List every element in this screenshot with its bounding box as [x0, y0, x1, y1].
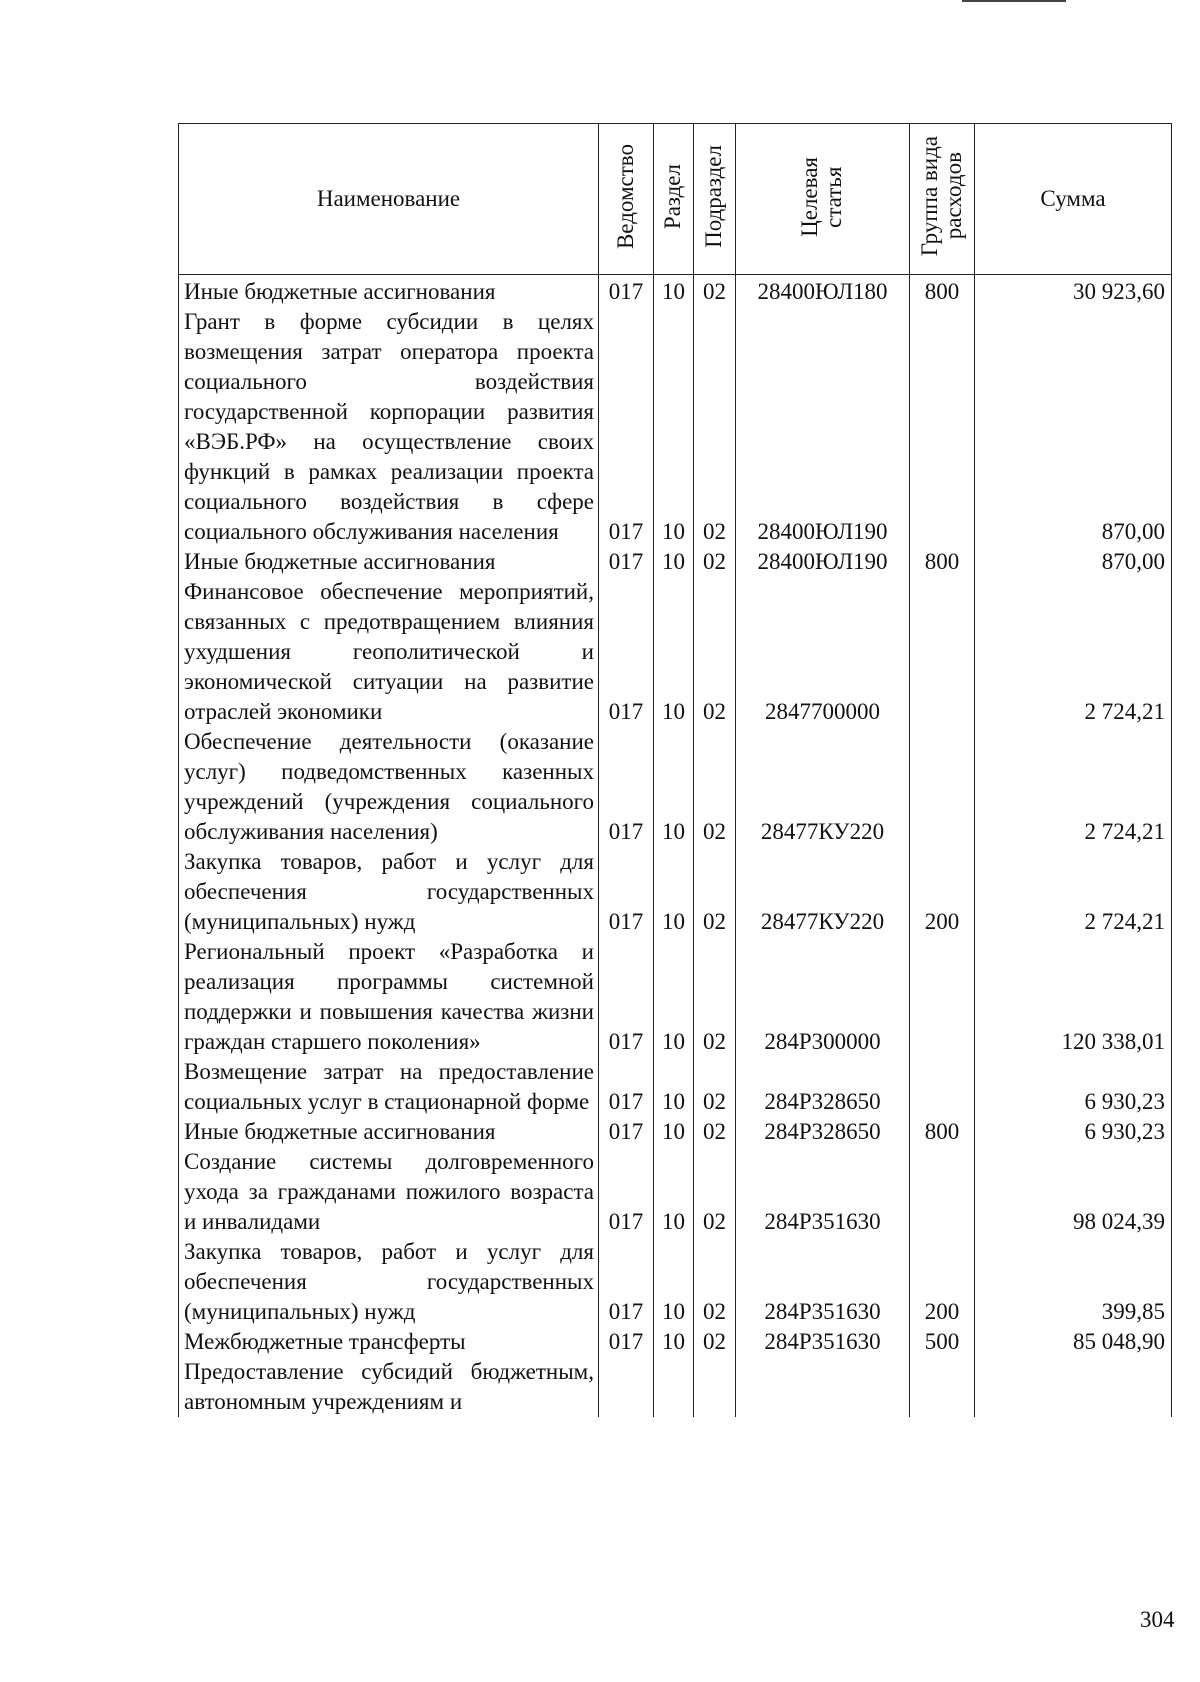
row-gruppa — [910, 1357, 975, 1417]
row-name: Возмещение затрат на предоставление социальных услуг в стационарной форме — [179, 1057, 599, 1117]
row-podrazdel: 02 — [694, 727, 736, 847]
row-name: Закупка товаров, работ и услуг для обеспечения государственных (муниципальных) нужд — [179, 847, 599, 937]
row-celevaya-statya: 28477КУ220 — [736, 847, 910, 937]
row-razdel: 10 — [654, 547, 694, 577]
row-podrazdel: 02 — [694, 847, 736, 937]
row-summa: 2 724,21 — [975, 847, 1172, 937]
row-name: Предоставление субсидий бюджетным, автономным учреждениям и — [179, 1357, 599, 1417]
row-summa: 870,00 — [975, 547, 1172, 577]
row-razdel — [654, 1357, 694, 1417]
row-gruppa — [910, 1147, 975, 1237]
row-vedomstvo: 017 — [599, 577, 654, 727]
row-gruppa: 800 — [910, 275, 975, 308]
row-podrazdel: 02 — [694, 1147, 736, 1237]
row-celevaya-statya: 28400ЮЛ190 — [736, 307, 910, 547]
row-podrazdel: 02 — [694, 275, 736, 308]
row-celevaya-statya: 28400ЮЛ180 — [736, 275, 910, 308]
row-name: Иные бюджетные ассигнования — [179, 547, 599, 577]
budget-table — [178, 123, 1172, 1417]
row-razdel: 10 — [654, 1237, 694, 1327]
row-summa: 399,85 — [975, 1237, 1172, 1327]
row-razdel: 10 — [654, 577, 694, 727]
row-vedomstvo: 017 — [599, 547, 654, 577]
table-row — [179, 847, 1172, 937]
row-podrazdel: 02 — [694, 547, 736, 577]
row-summa: 120 338,01 — [975, 937, 1172, 1057]
row-celevaya-statya: 284Р328650 — [736, 1057, 910, 1117]
row-vedomstvo: 017 — [599, 1237, 654, 1327]
row-celevaya-statya: 284Р300000 — [736, 937, 910, 1057]
row-vedomstvo: 017 — [599, 307, 654, 547]
row-name: Региональный проект «Разработка и реализация программы системной поддержки и повышения качества жизни граждан старшего поколения» — [179, 937, 599, 1057]
row-razdel: 10 — [654, 1117, 694, 1147]
row-name: Грант в форме субсидии в целях возмещения затрат оператора проекта социального воздействия государственной корпорации развития «ВЭБ.РФ» на осуществление своих функций в рамках реализации проекта социального воздействия в сфере социального обслуживания населения — [179, 307, 599, 547]
table-body — [179, 275, 1172, 1418]
table-row — [179, 1057, 1172, 1117]
row-vedomstvo: 017 — [599, 1147, 654, 1237]
row-vedomstvo — [599, 1357, 654, 1417]
table-header — [179, 124, 1172, 275]
row-name: Закупка товаров, работ и услуг для обеспечения государственных (муниципальных) нужд — [179, 1237, 599, 1327]
row-name: Обеспечение деятельности (оказание услуг) подведомственных казенных учреждений (учреждения социального обслуживания населения) — [179, 727, 599, 847]
row-celevaya-statya: 28477КУ220 — [736, 727, 910, 847]
table-row — [179, 1327, 1172, 1357]
row-name: Иные бюджетные ассигнования — [179, 275, 599, 308]
row-razdel: 10 — [654, 937, 694, 1057]
table-row — [179, 1237, 1172, 1327]
row-name: Создание системы долговременного ухода за гражданами пожилого возраста и инвалидами — [179, 1147, 599, 1237]
row-celevaya-statya — [736, 1357, 910, 1417]
row-summa: 30 923,60 — [975, 275, 1172, 308]
row-razdel: 10 — [654, 1057, 694, 1117]
row-podrazdel: 02 — [694, 577, 736, 727]
row-summa: 6 930,23 — [975, 1057, 1172, 1117]
row-name: Иные бюджетные ассигнования — [179, 1117, 599, 1147]
header-summa: Сумма — [975, 124, 1172, 275]
row-razdel: 10 — [654, 1147, 694, 1237]
table-row — [179, 275, 1172, 308]
header-vedomstvo: Ведомство — [599, 124, 654, 275]
row-podrazdel: 02 — [694, 1117, 736, 1147]
row-podrazdel: 02 — [694, 1057, 736, 1117]
header-name: Наименование — [179, 124, 599, 275]
row-podrazdel: 02 — [694, 1237, 736, 1327]
row-summa: 85 048,90 — [975, 1327, 1172, 1357]
header-celevaya-statya: Целевая статья — [736, 124, 910, 275]
row-podrazdel: 02 — [694, 937, 736, 1057]
row-celevaya-statya: 284Р351630 — [736, 1327, 910, 1357]
row-name: Межбюджетные трансферты — [179, 1327, 599, 1357]
table-row — [179, 577, 1172, 727]
row-gruppa: 800 — [910, 547, 975, 577]
row-gruppa: 500 — [910, 1327, 975, 1357]
table-row — [179, 727, 1172, 847]
row-vedomstvo: 017 — [599, 847, 654, 937]
row-summa — [975, 1357, 1172, 1417]
row-razdel: 10 — [654, 275, 694, 308]
header-podrazdel: Подраздел — [694, 124, 736, 275]
row-vedomstvo: 017 — [599, 727, 654, 847]
page-number: 304 — [1140, 1607, 1175, 1632]
table-row — [179, 547, 1172, 577]
row-vedomstvo: 017 — [599, 1057, 654, 1117]
row-razdel: 10 — [654, 727, 694, 847]
row-gruppa: 200 — [910, 1237, 975, 1327]
table-row — [179, 307, 1172, 547]
row-podrazdel — [694, 1357, 736, 1417]
table-row — [179, 1147, 1172, 1237]
row-celevaya-statya: 284Р328650 — [736, 1117, 910, 1147]
row-razdel: 10 — [654, 307, 694, 547]
table-row — [179, 1357, 1172, 1417]
row-vedomstvo: 017 — [599, 1117, 654, 1147]
row-gruppa: 200 — [910, 847, 975, 937]
row-vedomstvo: 017 — [599, 1327, 654, 1357]
row-vedomstvo: 017 — [599, 275, 654, 308]
row-summa: 2 724,21 — [975, 727, 1172, 847]
row-celevaya-statya: 2847700000 — [736, 577, 910, 727]
row-razdel: 10 — [654, 847, 694, 937]
scan-top-mark — [962, 0, 1066, 2]
row-gruppa — [910, 577, 975, 727]
header-razdel: Раздел — [654, 124, 694, 275]
row-name: Финансовое обеспечение мероприятий, связанных с предотвращением влияния ухудшения геополитической и экономической ситуации на развитие отраслей экономики — [179, 577, 599, 727]
header-gruppa-vida-rashodov: Группа вида расходов — [910, 124, 975, 275]
row-podrazdel: 02 — [694, 307, 736, 547]
row-summa: 6 930,23 — [975, 1117, 1172, 1147]
row-podrazdel: 02 — [694, 1327, 736, 1357]
row-summa: 870,00 — [975, 307, 1172, 547]
row-celevaya-statya: 284Р351630 — [736, 1237, 910, 1327]
row-gruppa — [910, 1057, 975, 1117]
row-celevaya-statya: 28400ЮЛ190 — [736, 547, 910, 577]
row-celevaya-statya: 284Р351630 — [736, 1147, 910, 1237]
table-row — [179, 1117, 1172, 1147]
row-gruppa: 800 — [910, 1117, 975, 1147]
row-summa: 2 724,21 — [975, 577, 1172, 727]
row-gruppa — [910, 727, 975, 847]
row-razdel: 10 — [654, 1327, 694, 1357]
table-row — [179, 937, 1172, 1057]
row-gruppa — [910, 307, 975, 547]
row-summa: 98 024,39 — [975, 1147, 1172, 1237]
row-gruppa — [910, 937, 975, 1057]
row-vedomstvo: 017 — [599, 937, 654, 1057]
